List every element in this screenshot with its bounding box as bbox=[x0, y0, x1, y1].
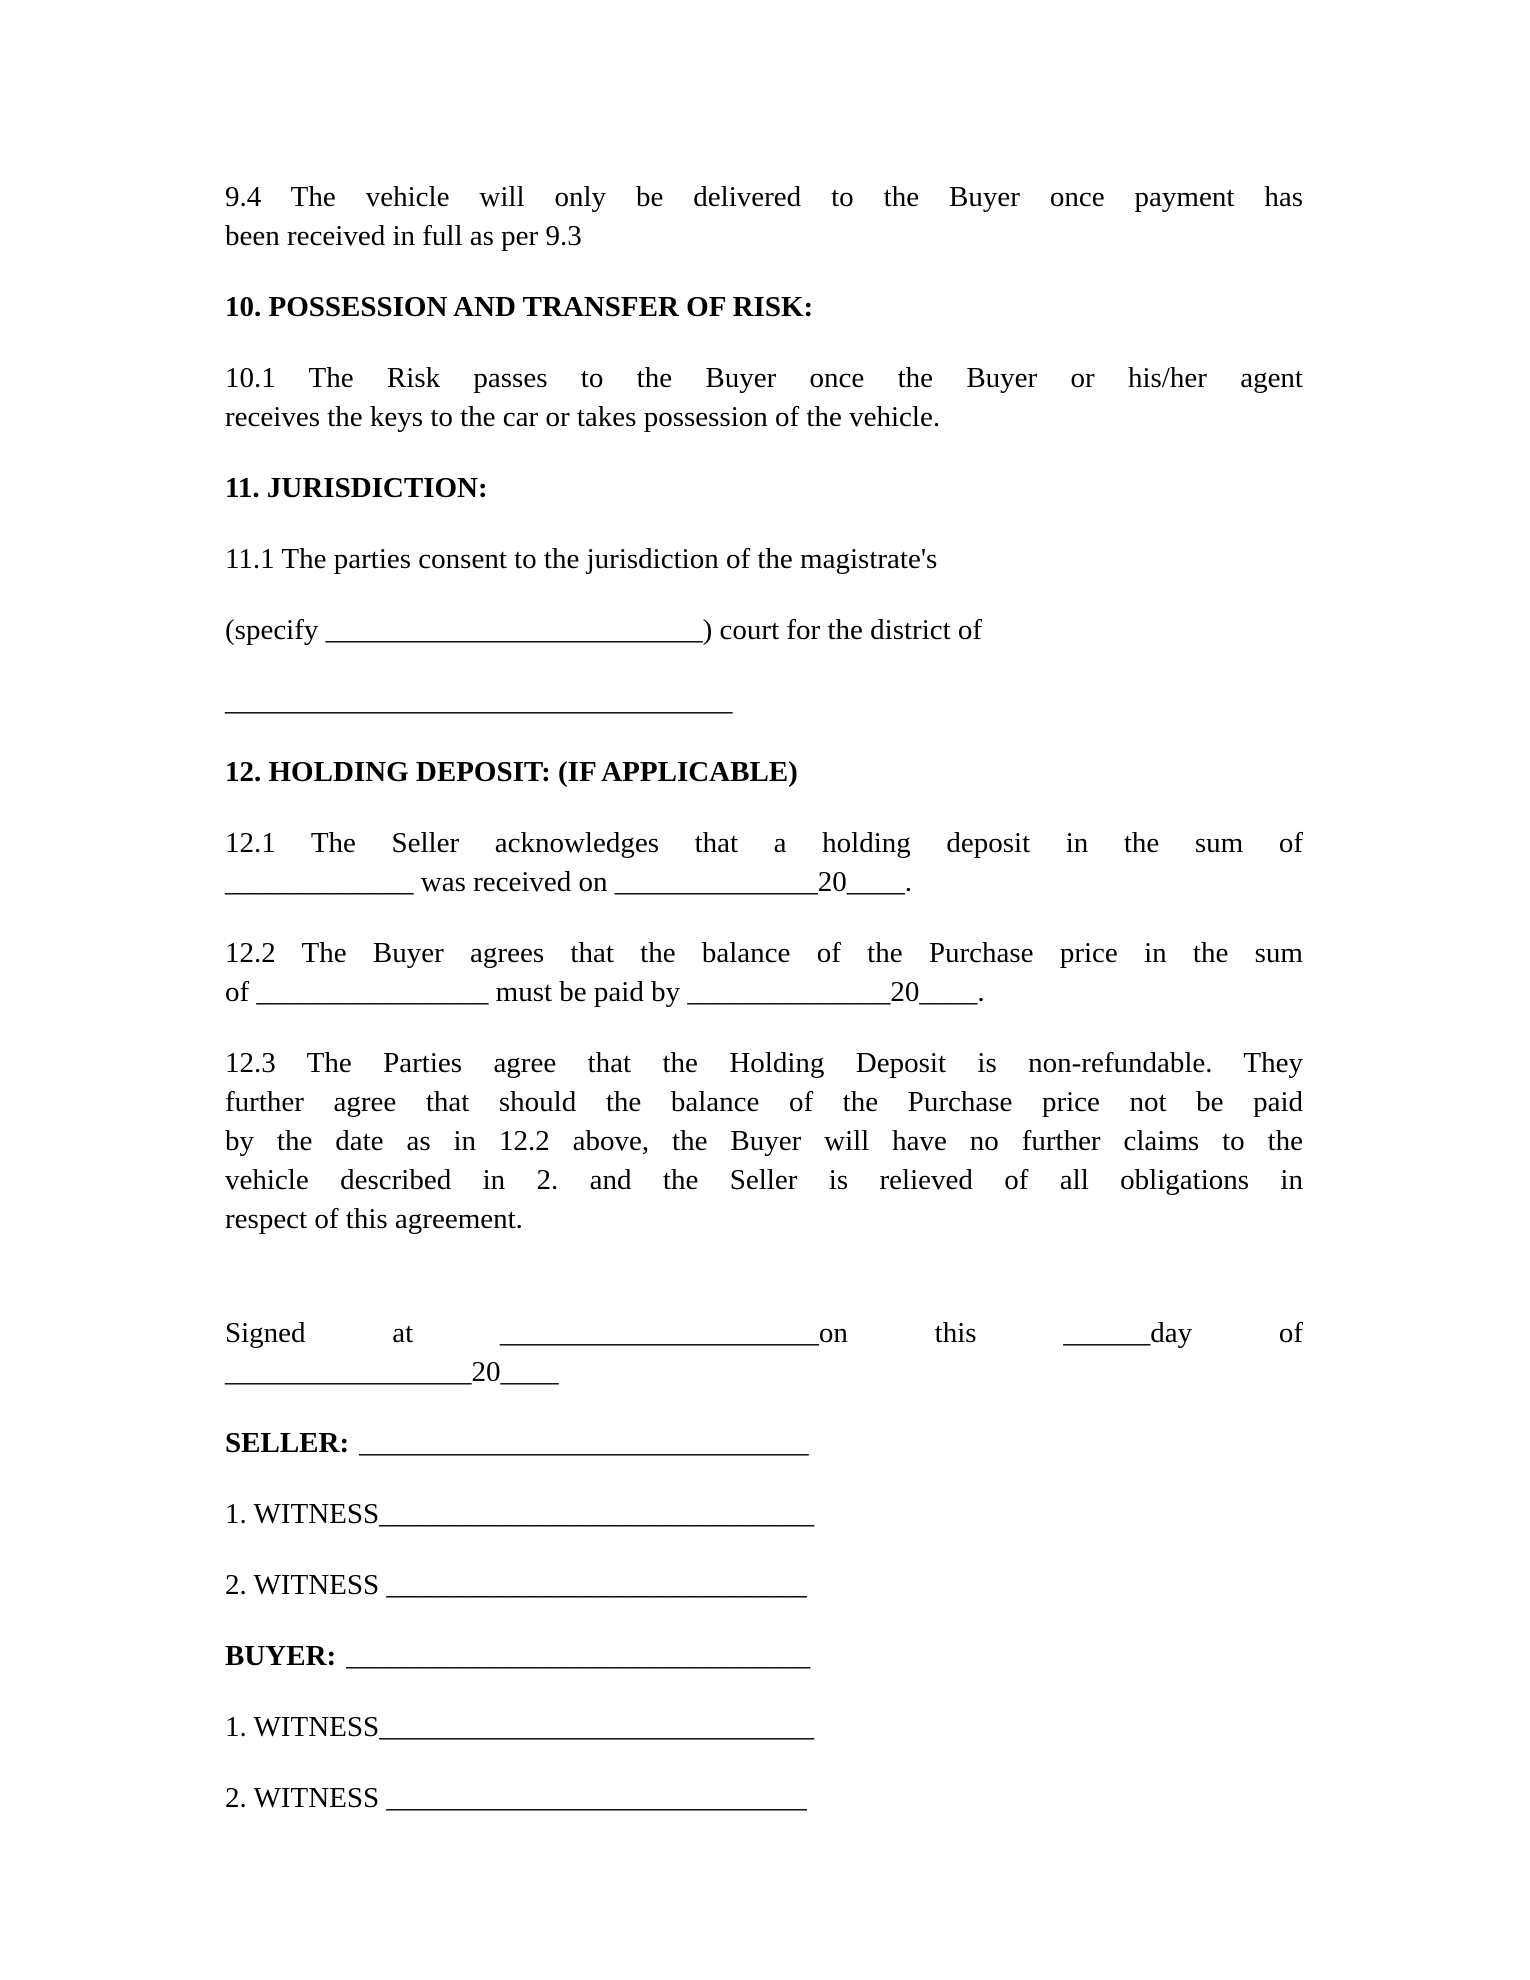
buyer-signature-line bbox=[225, 1637, 1303, 1676]
clause-12-2-line-2: of ________________ must be paid by ______________20____. bbox=[225, 976, 985, 1008]
signed-date-line: _________________20____ bbox=[225, 1356, 559, 1388]
clause-12-2-line-1: 12.2 The Buyer agrees that the balance of the Purchase price in the sum bbox=[225, 937, 1303, 969]
document-content bbox=[225, 178, 1303, 1818]
clause-12-1 bbox=[225, 824, 1303, 902]
seller-label: SELLER: bbox=[225, 1427, 350, 1459]
clause-12-3-line-4: vehicle described in 2. and the Seller is relieved of all obligations in bbox=[225, 1164, 1303, 1196]
buyer-witness-1-line: 1. WITNESS______________________________ bbox=[225, 1711, 815, 1743]
seller-signature-line bbox=[225, 1424, 1303, 1463]
jurisdiction-district-blank-line: ___________________________________ bbox=[225, 685, 733, 717]
clause-12-3 bbox=[225, 1044, 1303, 1239]
clause-12-3-line-5: respect of this agreement. bbox=[225, 1203, 523, 1235]
clause-12-1-line-1: 12.1 The Seller acknowledges that a holding deposit in the sum of bbox=[225, 827, 1303, 859]
seller-signature-blank: _______________________________ bbox=[359, 1427, 809, 1459]
clause-10-1-line-2: receives the keys to the car or takes possession of the vehicle. bbox=[225, 401, 941, 433]
heading-holding-deposit: 12. HOLDING DEPOSIT: (IF APPLICABLE) bbox=[225, 756, 798, 788]
jurisdiction-specify-line: (specify __________________________) court for the district of bbox=[225, 614, 983, 646]
buyer-witness-2-line: 2. WITNESS _____________________________ bbox=[225, 1782, 807, 1814]
clause-11-1: 11.1 The parties consent to the jurisdiction of the magistrate's bbox=[225, 543, 938, 575]
clause-12-3-line-2: further agree that should the balance of the Purchase price not be paid bbox=[225, 1086, 1303, 1118]
seller-witness-2-line: 2. WITNESS _____________________________ bbox=[225, 1569, 807, 1601]
clause-12-3-line-3: by the date as in 12.2 above, the Buyer will have no further claims to the bbox=[225, 1125, 1303, 1157]
clause-12-3-line-1: 12.3 The Parties agree that the Holding Deposit is non-refundable. They bbox=[225, 1047, 1303, 1079]
clause-9-4-line-2: been received in full as per 9.3 bbox=[225, 220, 582, 252]
signed-at-paragraph bbox=[225, 1314, 1303, 1392]
seller-witness-1-line: 1. WITNESS______________________________ bbox=[225, 1498, 815, 1530]
clause-10-1 bbox=[225, 359, 1303, 437]
clause-10-1-line-1: 10.1 The Risk passes to the Buyer once the Buyer or his/her agent bbox=[225, 362, 1303, 394]
signed-at-line: Signed at ______________________on this ______day of bbox=[225, 1317, 1303, 1349]
buyer-label: BUYER: bbox=[225, 1640, 337, 1672]
clause-12-2 bbox=[225, 934, 1303, 1012]
clause-9-4 bbox=[225, 178, 1303, 256]
heading-possession-and-transfer-of-risk: 10. POSSESSION AND TRANSFER OF RISK: bbox=[225, 291, 814, 323]
heading-jurisdiction: 11. JURISDICTION: bbox=[225, 472, 488, 504]
buyer-signature-blank: ________________________________ bbox=[346, 1640, 811, 1672]
clause-9-4-line-1: 9.4 The vehicle will only be delivered to the Buyer once payment has bbox=[225, 181, 1303, 213]
clause-12-1-line-2: _____________ was received on ______________20____. bbox=[225, 866, 913, 898]
